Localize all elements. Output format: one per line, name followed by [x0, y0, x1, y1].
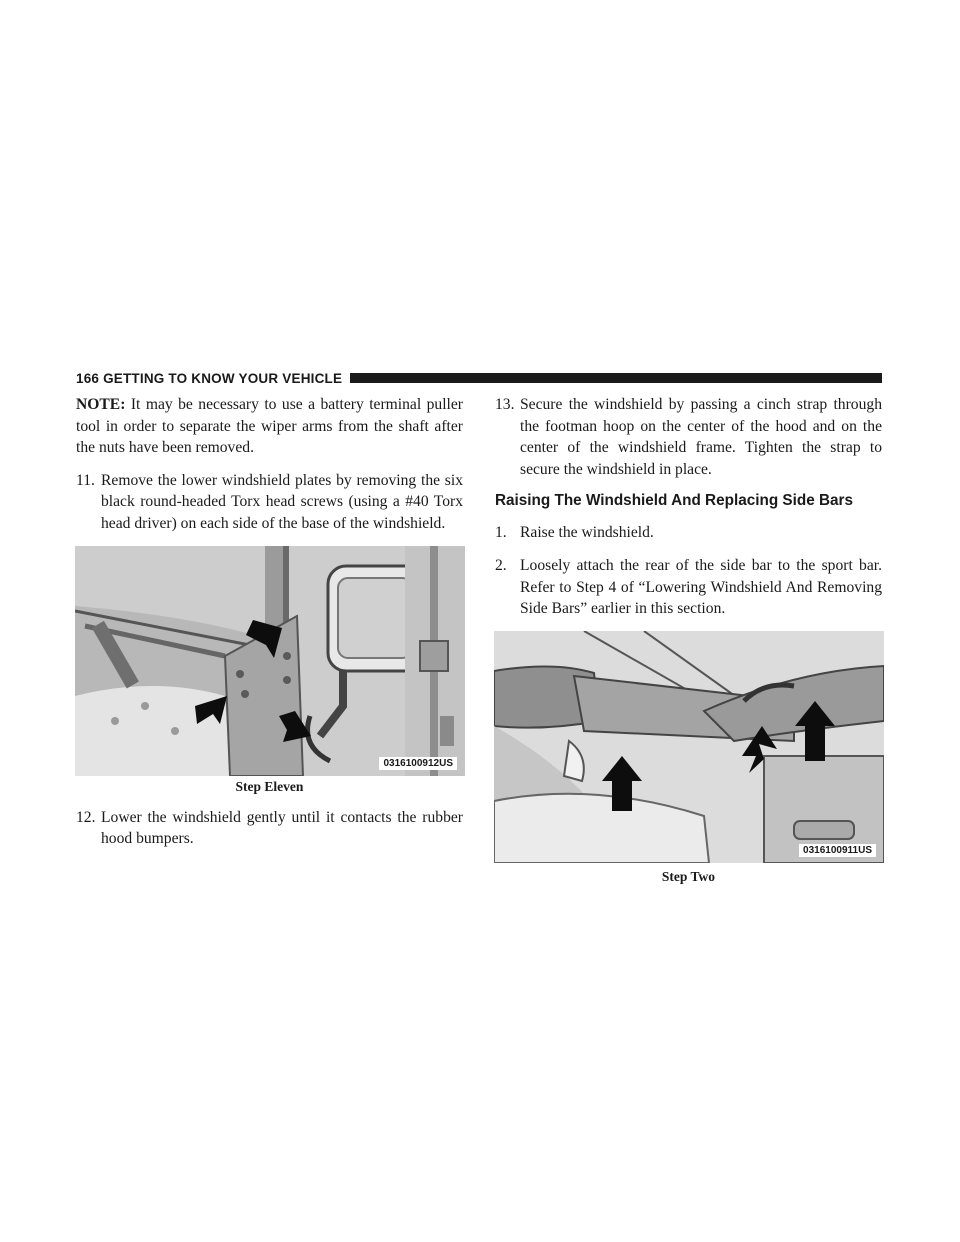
page-header	[76, 366, 882, 390]
header-label	[76, 371, 350, 386]
note-text: It may be necessary to use a battery terminal puller tool in order to separate the wiper arms from the shaft after the nuts have been removed.	[76, 396, 463, 457]
left-column	[76, 394, 463, 861]
step-text: Raise the windshield.	[520, 524, 654, 542]
step-text: Lower the windshield gently until it contacts the rubber hood bumpers.	[101, 808, 463, 848]
right-column	[495, 394, 882, 897]
header-rule	[350, 373, 882, 383]
step-number: 2.	[495, 556, 507, 574]
step-item	[76, 807, 463, 850]
figure-caption: Step Two	[661, 868, 716, 884]
step-item	[495, 522, 882, 544]
section-title: GETTING TO KNOW YOUR VEHICLE	[103, 370, 343, 386]
step-item	[495, 555, 882, 620]
step-item	[76, 470, 463, 535]
step-number: 11.	[76, 471, 95, 489]
step-text: Secure the windshield by passing a cinch strap through the footman hoop on the center of the hood and on the center of the windshield frame. Tighten the strap to secure the windshield in place.	[520, 396, 882, 478]
note-label: NOTE:	[76, 396, 126, 413]
note-paragraph	[76, 394, 463, 459]
figure-code: 0316100912US	[379, 757, 457, 770]
step-number: 13.	[495, 396, 515, 413]
figure-caption: Step Eleven	[235, 778, 304, 794]
step-item	[495, 394, 882, 480]
section-heading: Raising The Windshield And Replacing Side Bars	[495, 492, 853, 510]
step-text: Remove the lower windshield plates by removing the six black round-headed Torx head screws (using a #40 Torx head driver) on each side of the base of the windshield.	[101, 471, 463, 532]
step-two-illustration	[494, 631, 884, 863]
page-number: 166	[76, 370, 100, 386]
step-text: Loosely attach the rear of the side bar to the sport bar. Refer to Step 4 of “Lowering Windshield And Removing Side Bars” earlier in this section.	[520, 556, 882, 618]
figure-code: 0316100911US	[799, 844, 876, 857]
step-number: 12.	[76, 808, 96, 826]
step-number: 1.	[495, 524, 507, 542]
step-eleven-illustration	[75, 546, 465, 776]
